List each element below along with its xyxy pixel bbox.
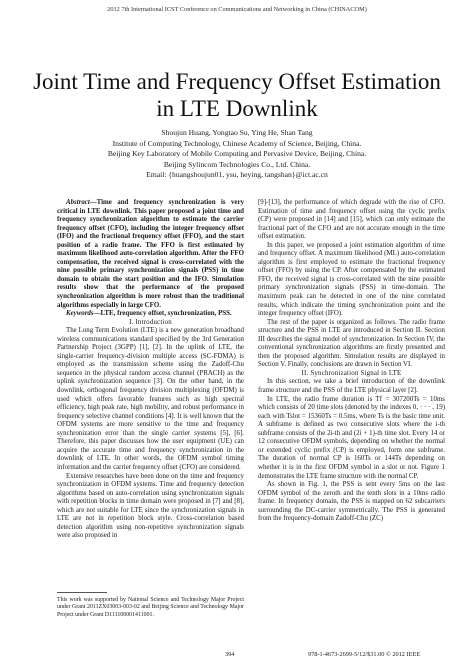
body-paragraph: In this section, we take a brief introduction of the downlink frame structure and the PSS of the LTE physical layer [2]. xyxy=(258,378,445,395)
keywords xyxy=(57,310,244,319)
body-paragraph: In this paper, we proposed a joint estimation algorithm of time and frequency offset. A maximum likelihood (ML) auto-correlation algorithm is first employed to estimate the fractional frequency offset (FFO) by using the CP. After compensated by the estimated FFO, the received signal is cross-correlated with the nine possible primary synchronization signals (PSS) in time-domain. The maximum peak can be detected in one of the nine correlated results, which indicate the timing synchronization point and the integer frequency offset (IFO). xyxy=(258,241,445,318)
abstract xyxy=(57,199,244,310)
affiliation-3: Beijing Sylincom Technologies Co., Ltd. China. xyxy=(163,159,311,169)
section-heading-sync-signal: II. Synchronization Signal in LTE xyxy=(301,369,402,377)
left-column xyxy=(57,199,244,541)
title-line-2: in LTE Downlink xyxy=(156,96,318,121)
abstract-lead: Abstract xyxy=(66,199,90,206)
author-block xyxy=(0,128,474,181)
keywords-lead: Keywords xyxy=(66,310,94,318)
footnote-divider xyxy=(57,592,107,593)
body-paragraph: As shown in Fig. 1, the PSS is sent every 5ms on the last OFDM symbol of the zeroth and the tenth slots in a 10ms radio frame. In frequency domain, the PSS is mapped on 62 subcarriers surrounding the DC-carrier symmetrically. The PSS is generated from the frequency-domain Zadoff-Chu (ZC) xyxy=(258,481,445,523)
email: Email: {huangshoujun01, ysu, heying, tangshan}@ict.ac.cn xyxy=(146,170,328,180)
body-paragraph: Extensive researches have been done on the time and frequency synchronization in OFDM systems. Time and frequency detection algorithms based on auto-correlation using synchronization signals with repetition blocks in time domain were proposed in [7] and [8], which are not suitable for LTE since the synchronization signals in LTE are not in repetition block style. Cross-correlation based detection algorithm using non-repetitive synchronization signals were also proposed in xyxy=(57,472,244,540)
footnote: This work was supported by National Science and Technology Major Project under Grant 2011ZX03003-003-02 and Beijing Science and Technology Major Project under Grant D111100001411001. xyxy=(57,597,244,618)
body-paragraph: The rest of the paper is organized as follows. The radio frame structure and the PSS in LTE are introduced in Section II. Section III describes the signal model of synchronization. In Section IV, the conventional synchronization algorithms are firstly presented and then the proposed algorithm. Simulation results are displayed in Section V. Finally, conclusions are drawn in Section VI. xyxy=(258,318,445,369)
affiliation-1: Institute of Computing Technology, Chinese Academy of Science, Beijing, China. xyxy=(112,138,362,148)
page-number: 394 xyxy=(225,651,235,658)
abstract-text: —Time and frequency synchronization is very critical in LTE downlink. This paper proposed a joint time and frequency synchronization algorithm to estimate the carrier frequency offset (CFO), including the integer frequency offset (IFO) and the fractional frequency offset (FFO), and the start position of a radio frame. The FFO is first estimated by maximum likelihood auto-correlation algorithm. After the FFO compensation, the received signal is cross-correlated with the nine possible primary synchronization signals (PSS) in time domain to obtain the start position and the IFO. Simulation results show that the performance of the proposed synchronization algorithm is more robust than the traditional algorithms especially in large CFO. xyxy=(57,199,244,309)
body-paragraph: The Long Term Evolution (LTE) is a new generation broadband wireless communications standard specified by the 3rd Generation Partnership Project (3GPP) [1], [2]. In the uplink of LTE, the single-carrier frequency-division multiple access (SC-FDMA) is employed as the transmission scheme using the Zadoff-Chu sequence in the physical random access channel (PRACH) as the uplink synchronization sequence [3]. On the other hand, in the downlink, orthogonal frequency division multiplexing (OFDM) is used which offers favorable features such as high spectral efficiency, high peak rate, high mobility, and robust performance in frequency selective channel conditions [4]. It is well known that the OFDM systems are more sensitive to the time and frequency synchronization error than the single carrier systems [5], [6]. Therefore, this paper discusses how the user equipment (UE) can acquire the accurate time and frequency synchronization in the downlink of LTE. In other words, the OFDM symbol timing information and the carrier frequency offset (CFO) are considered. xyxy=(57,327,244,471)
body-paragraph: [9]-[13], the performance of which degrade with the rise of CFO. Estimation of time and frequency offset using the cyclic prefix (CP) were proposed in [14] and [15], which can only estimate the fractional part of the CFO and are not accurate enough in the time offset estimation. xyxy=(258,199,445,241)
title-line-1: Joint Time and Frequency Offset Estimation xyxy=(33,69,441,94)
conference-header: 2012 7th International ICST Conference on Communications and Networking in China (CHINACOM) xyxy=(107,6,367,13)
section-heading-introduction: I. Introduction xyxy=(129,318,172,326)
keywords-text: —LTE, frequency offset, synchronization, PSS. xyxy=(93,310,232,318)
issn-copyright: 978-1-4673-2699-5/12/$31.00 © 2012 IEEE xyxy=(308,651,421,658)
authors: Shoujun Huang, Yongtao Su, Ying He, Shan Tang xyxy=(161,128,313,137)
paper-title xyxy=(0,68,474,122)
body-paragraph: In LTE, the radio frame duration is Tf = 307200Ts = 10ms which consists of 20 time slots (denoted by the indexes 0, · · · , 19) each with Tslot = 15360Ts = 0.5ms, where Ts is the basic time unit. A subframe is defined as two consecutive slots where the i-th subframe consists of the 2i-th and (2i + 1)-th time slot. Every 14 or 12 consecutive OFDM symbols, depending on whether the normal or extended cyclic prefix (CP) is employed, form one subframe. The duration of normal CP is 160Ts or 144Ts depending on whether it is in the first OFDM symbol in a slot or not. Figure 1 demonstrates the LTE frame structure with the normal CP. xyxy=(258,395,445,480)
affiliation-2: Beijing Key Laboratory of Mobile Computing and Pervasive Device, Beijing, China. xyxy=(107,149,367,159)
right-column xyxy=(258,199,445,524)
